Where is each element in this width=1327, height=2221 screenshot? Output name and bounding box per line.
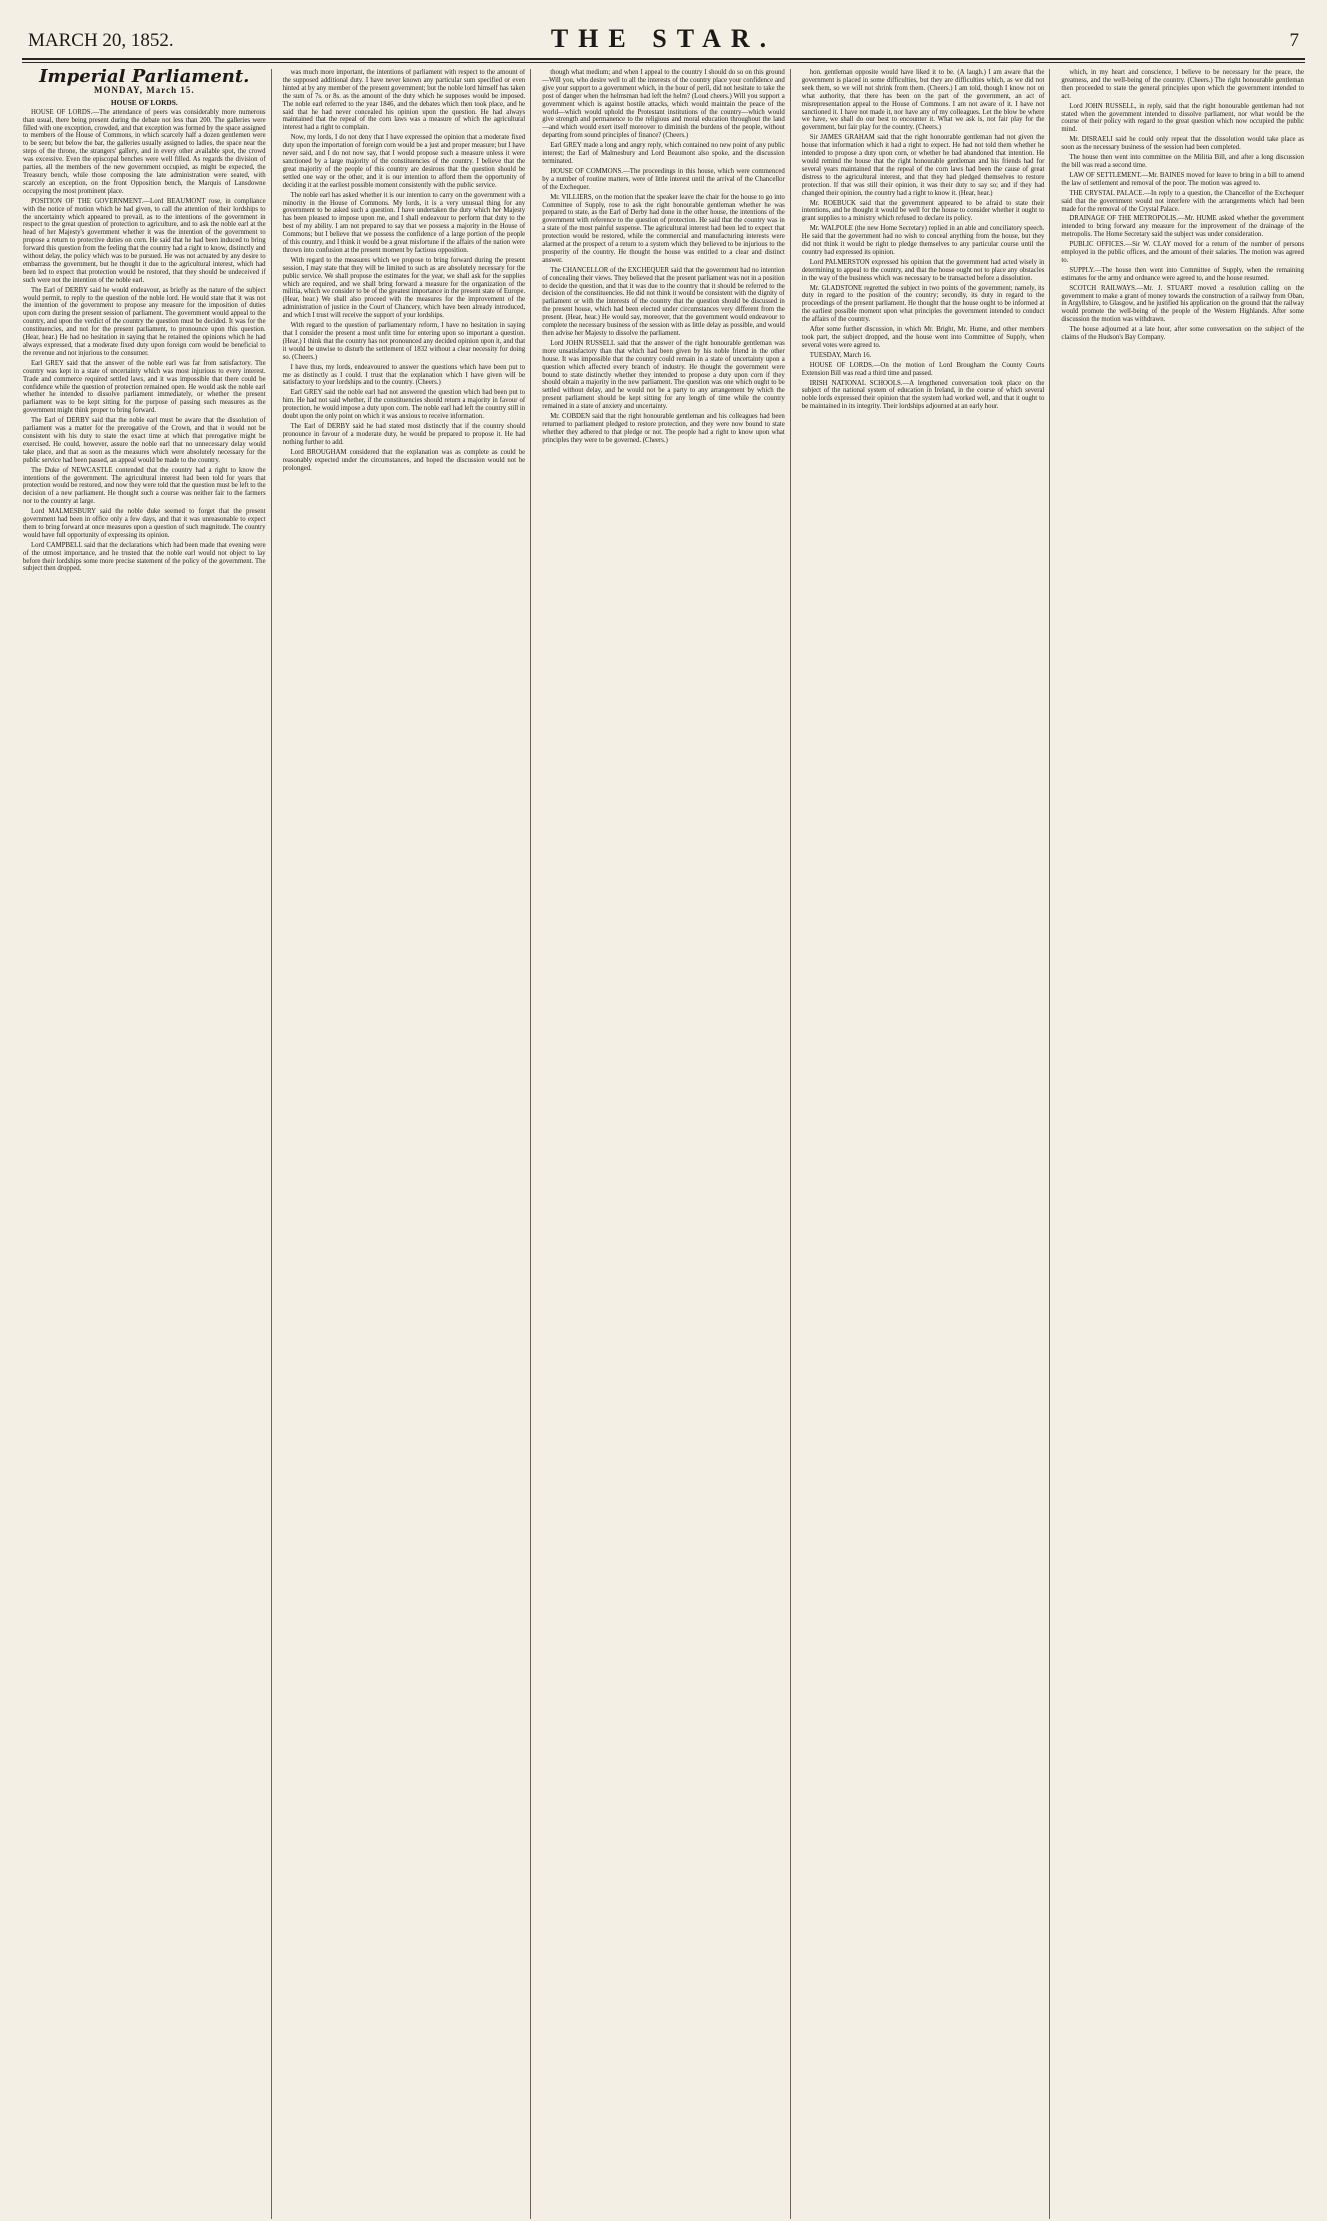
- section-title: Imperial Parliament.: [39, 69, 250, 87]
- article-paragraph: Mr. WALPOLE (the new Home Secretary) replied in an able and conciliatory speech. He said that the government had no wish to conceal anything from the house, but they did not think it would be right to pledge themselves to any particular course until the country had expressed its opinion.: [801, 225, 1045, 256]
- article-paragraph: With regard to the question of parliamentary reform, I have no hesitation in saying that I consider the present a most unfit time for entering upon so important a question. (Hear.) I think that the country has not pronounced any decided opinion upon it, and that it would be unwise to disturb the settlement of 1832 without a clear necessity for doing so. (Cheers.): [282, 322, 526, 361]
- article-paragraph: Earl GREY made a long and angry reply, which contained no new point of any public interest; the Earl of Malmesbury and Lord Beaumont also spoke, and the discussion terminated.: [542, 142, 785, 165]
- article-paragraph: The Earl of DERBY said he had stated most distinctly that if the country should pronounce in favour of a moderate duty, he would be prepared to propose it. He had nothing further to add.: [282, 422, 526, 446]
- article-paragraph: Sir JAMES GRAHAM said that the right honourable gentleman had not given the house that information which it had a right to expect. He had not told them whether he intended to propose a duty upon corn, or whether he had abandoned that intention. He would remind the house that the right honourable gentleman and his friends had for several years maintained that the repeal of the corn laws had been the cause of great distress to the agricultural interest, and that they had pledged themselves to restore protection. If that was still their opinion, it was their duty to say so; and if they had changed their opinion, the country had a right to know it. (Hear, hear.): [801, 134, 1045, 197]
- article-paragraph: The house adjourned at a late hour, after some conversation on the subject of the claims of the Hudson's Bay Company.: [1061, 326, 1304, 342]
- article-paragraph: POSITION OF THE GOVERNMENT.—Lord BEAUMONT rose, in compliance with the notice of motion which he had given, to call the attention of their lordships to the uncertainty which appeared to prevail, as to the intentions of the government in respect to the great question of protection to agriculture, and to ask the noble earl at the head of her Majesty's government whether it was the intention of the government to propose a return to protective duties on corn. He said that he had been induced to bring forward this question from the feeling that the country had a right to know, distinctly and without delay, the policy which was to be pursued. He was not actuated by any desire to embarrass the government, but he thought it due to the agricultural interest, which had been led to expect that protection would be restored, that they should be undeceived if such were not the intention of the noble earl.: [23, 197, 266, 284]
- article-paragraph: HOUSE OF LORDS.—The attendance of peers was considerably more numerous than usual, there being present during the debate not less than 200. The galleries were filled with one exception, crowded, and that exception was formed by the space assigned to members of the House of Commons, in which scarcely half a dozen gentlemen were to be seen; but below the bar, the galleries usually assigned to ladies, the space near the steps of the throne, the strangers' gallery, and in every other available spot, the crowd was excessive. Even the episcopal benches were well filled. As regards the division of parties, all the members of the new government occupied, as might be expected, the Treasury bench, while those composing the late administration were seated, with scarcely an exception, on the front Opposition bench, the Marquis of Lansdowne occupying the most prominent place.: [23, 108, 266, 195]
- column-5-body: [1061, 69, 1304, 342]
- column-3: [537, 69, 791, 2219]
- session-date: MONDAY, March 15.: [93, 84, 195, 95]
- column-3-body: [542, 69, 785, 445]
- article-paragraph: Now, my lords, I do not deny that I have expressed the opinion that a moderate fixed duty upon the importation of foreign corn would be a just and proper measure; but I have never said, and I do not now say, that I would propose such a measure unless it were sanctioned by a large majority of the constituencies of the country. I believe that the great majority of the people of this country are desirous that the question should be settled one way or the other, and it is our intention to afford them the opportunity of deciding it at the earliest possible moment consistently with the public service.: [282, 134, 526, 189]
- article-paragraph: though what medium; and when I appeal to the country I should do so on this ground—Will you, who desire well to all the interests of the country place your confidence and give your support to a government which, in the hour of peril, did not hesitate to take the post of danger when the helmsman had left the helm? (Loud cheers.) Will you support a government which is against hostile attacks, which would maintain the peace of the world—which would uphold the Protestant institutions of the country—which would give strength and permanence to the religious and moral education throughout the land—and which would exert itself moreover to diminish the burdens of the people, without departing from sound principles of finance? (Cheers.): [542, 69, 785, 140]
- columns-container: [18, 69, 1309, 2219]
- article-paragraph: which, in my heart and conscience, I believe to be necessary for the peace, the greatness, and the well-being of the country. (Cheers.) The right honourable gentleman then proceeded to state the general principles upon which the government intended to act.: [1061, 69, 1304, 100]
- article-paragraph: Mr. DISRAELI said he could only repeat that the dissolution would take place as soon as the necessary business of the session had been completed.: [1061, 136, 1304, 152]
- article-paragraph: LAW OF SETTLEMENT.—Mr. BAINES moved for leave to bring in a bill to amend the law of settlement and removal of the poor. The motion was agreed to.: [1061, 171, 1304, 187]
- article-paragraph: The Duke of NEWCASTLE contended that the country had a right to know the intentions of the government. The agricultural interest had been told for years that protection would be restored, and now they were told that the question must be left to the decision of a new parliament. He thought such a course was neither fair to the farmers nor to the country at large.: [23, 466, 266, 506]
- newspaper-title: THE STAR.: [550, 24, 777, 53]
- article-paragraph: Earl GREY said the noble earl had not answered the question which had been put to him. He had not said whether, if the constituencies should return a majority in favour of protection, he would impose a duty upon corn. The noble earl had left the country still in doubt upon the only point on which it was anxious to receive information.: [282, 389, 526, 421]
- article-paragraph: I have thus, my lords, endeavoured to answer the questions which have been put to me as distinctly as I could. I trust that the explanation which I have given will be satisfactory to your lordships and to the country. (Cheers.): [282, 363, 526, 387]
- article-paragraph: The CHANCELLOR of the EXCHEQUER said that the government had no intention of concealing their views. They believed that the present parliament was not in a position to decide the question, and that it was due to the country that it should be referred to the decision of the constituencies. He did not think it would be consistent with the dignity of parliament or with the interests of the country that the question should be discussed in the present house, which had been elected under circumstances very different from the present. (Hear, hear.) He would say, moreover, that the government would endeavour to complete the necessary business of the session with as little delay as possible, and would then advise her Majesty to dissolve the parliament.: [542, 266, 785, 337]
- article-paragraph: HOUSE OF COMMONS.—The proceedings in this house, which were commenced by a number of routine matters, were of little interest until the arrival of the Chancellor of the Exchequer.: [542, 167, 785, 191]
- column-1: [18, 69, 272, 2219]
- article-paragraph: The Earl of DERBY said that the noble earl must be aware that the dissolution of parliament was a matter for the prerogative of the Crown, and that it would not be consistent with his duty to state the exact time at which that prerogative might be exercised. He could, however, assure the noble earl that no unnecessary delay would take place, and that as soon as the measures which were absolutely necessary for the public service had been passed, an appeal would be made to the country.: [23, 417, 266, 464]
- article-paragraph: was much more important, the intentions of parliament with respect to the amount of the supposed additional duty. I have never known any particular sum specified or even hinted at by any member of the present government; but the noble lord himself has taken the sum of 7s. or 8s. as the amount of the duty which he supposes would be imposed. The noble earl referred to the year 1846, and the debates which then took place, and he said that he had never concealed his opinion upon the question. He had always maintained that the repeal of the corn laws was a measure of which the agricultural interest had a right to complain.: [282, 69, 526, 132]
- column-4: [797, 69, 1051, 2219]
- article-paragraph: The Earl of DERBY said he would endeavour, as briefly as the nature of the subject would permit, to reply to the question of the noble lord. He would state that it was not the intention of the government to propose any measure for the imposition of duties upon corn during the present session of parliament. The government would appeal to the country, and upon the verdict of the country the question must be decided. It was for the constituencies, and not for the present parliament, to pronounce upon this question. (Hear, hear.) He had no hesitation in saying that he retained the opinions which he had always expressed, that a moderate fixed duty upon foreign corn would be beneficial to the revenue and not injurious to the consumer.: [23, 286, 266, 357]
- article-paragraph: HOUSE OF LORDS.—On the motion of Lord Brougham the County Courts Extension Bill was read a third time and passed.: [801, 361, 1045, 377]
- article-paragraph: DRAINAGE OF THE METROPOLIS.—Mr. HUME asked whether the government intended to bring forward any measure for the improvement of the drainage of the metropolis. The Home Secretary said the subject was under consideration.: [1061, 215, 1304, 239]
- column-2-body: [283, 69, 526, 472]
- column-2: [278, 69, 532, 2219]
- article-paragraph: Lord CAMPBELL said that the declarations which had been made that evening were of the utmost importance, and he trusted that the noble earl would not object to lay before their lordships some more precise statement of the policy of the government. The subject then dropped.: [23, 541, 266, 573]
- article-paragraph: Mr. COBDEN said that the right honourable gentleman and his colleagues had been returned to parliament pledged to restore protection, and they were now bound to state whether they adhered to that pledge or not. The people had a right to know upon what principles they were to be governed. (Cheers.): [542, 413, 785, 444]
- article-paragraph: The noble earl has asked whether it is our intention to carry on the government with a minority in the House of Commons. My lords, it is a very unusual thing for any government to be asked such a question. I have undertaken the duty which her Majesty has been pleased to impose upon me, and I shall endeavour to perform that duty to the best of my ability. I am not prepared to say that we possess a majority in the House of Commons; but I believe that we possess the confidence of a large portion of the people of this country, and I think it would be a great misfortune if the affairs of the nation were thrown into confusion at the present moment by factious opposition.: [282, 191, 526, 254]
- article-paragraph: Lord PALMERSTON expressed his opinion that the government had acted wisely in determining to appeal to the country, and that the house ought not to place any obstacles in the way of the business which was necessary to be transacted before a dissolution.: [801, 258, 1045, 282]
- article-paragraph: After some further discussion, in which Mr. Bright, Mr. Hume, and other members took part, the subject dropped, and the house went into Committee of Supply, when several votes were agreed to.: [801, 326, 1045, 349]
- article-paragraph: Lord BROUGHAM considered that the explanation was as complete as could be reasonably expected under the circumstances, and hoped the discussion would not be prolonged.: [282, 448, 526, 472]
- house-heading: HOUSE OF LORDS.: [110, 97, 178, 107]
- article-paragraph: SCOTCH RAILWAYS.—Mr. J. STUART moved a resolution calling on the government to make a grant of money towards the construction of a railway from Oban, in Argyllshire, to Glasgow, and he justified his application on the ground that the railway would promote the well-being of the people of the Western Highlands. After some discussion the motion was withdrawn.: [1061, 284, 1304, 324]
- article-paragraph: Lord MALMESBURY said the noble duke seemed to forget that the present government had been in office only a few days, and that it was unreasonable to expect them to bring forward at once measures upon a question of such magnitude. The country would have full opportunity of expressing its opinion.: [23, 508, 266, 539]
- article-paragraph: Earl GREY said that the answer of the noble earl was far from satisfactory. The country was kept in a state of uncertainty which was most injurious to every interest. Trade and commerce required settled laws, and it was impossible that there could be confidence while the question of protection remained open. He would ask the noble earl whether he intended to dissolve parliament immediately, or whether the present parliament was to be kept sitting for the purpose of passing such measures as the government might think proper to bring forward.: [23, 359, 266, 415]
- article-paragraph: Lord JOHN RUSSELL, in reply, said that the right honourable gentleman had not stated when the government intended to dissolve parliament, nor what would be the course of their policy with regard to the great question which now occupied the public mind.: [1061, 102, 1304, 134]
- masthead: [18, 0, 1309, 58]
- article-paragraph: THE CRYSTAL PALACE.—In reply to a question, the Chancellor of the Exchequer said that the government would not interfere with the arrangements which had been made for the removal of the Crystal Palace.: [1061, 189, 1304, 213]
- article-paragraph: hon. gentleman opposite would have liked it to be. (A laugh.) I am aware that the government is placed in some difficulties, but they are difficulties which, as we did not seek them, so we will not shrink from them. (Cheers.) I am told, though I know not on what authority, that there has been on the part of the government, an act of misrepresentation appeal to the House of Commons. I am not aware of it. I have not sanctioned it. I have not made it, nor have any of my colleagues. Let the blow be where we have, we shall do our best to encounter it. What we ask is, not fair play for the government, but fair play for the country. (Cheers.): [801, 69, 1045, 132]
- article-paragraph: PUBLIC OFFICES.—Sir W. CLAY moved for a return of the number of persons employed in the public offices, and the amount of their salaries. The motion was agreed to.: [1061, 241, 1304, 264]
- masthead-rule-thin: [22, 62, 1305, 63]
- article-paragraph: IRISH NATIONAL SCHOOLS.—A lengthened conversation took place on the subject of the national system of education in Ireland, in the course of which several noble lords expressed their opinion that the system had worked well, and that it ought to be maintained in its integrity. Their lordships adjourned at an early hour.: [801, 379, 1045, 411]
- column-4-body: [802, 69, 1045, 411]
- issue-date: MARCH 20, 1852.: [28, 30, 174, 51]
- article-paragraph: With regard to the measures which we propose to bring forward during the present session, I may state that they will be limited to such as are absolutely necessary for the public service. We shall propose the estimates for the year, we shall ask for the supplies which are required, and we shall bring forward a measure for the organization of the militia, which we consider to be of the greatest importance in the present state of Europe. (Hear, hear.) We shall also proceed with the measures for the improvement of the administration of justice in the Court of Chancery, which have been already introduced, and which I trust will receive the support of your lordships.: [282, 256, 526, 320]
- article-paragraph: TUESDAY, March 16.: [809, 351, 872, 359]
- article-paragraph: Mr. VILLIERS, on the motion that the speaker leave the chair for the house to go into Committee of Supply, rose to ask the right honourable gentleman whether he was prepared to state, as the Earl of Derby had done in the other house, the intentions of the government with reference to the question of protection. He said that the country was in a state of the most painful suspense. The agricultural interest had been led to expect that protection would be restored, while the commercial and manufacturing interests were alarmed at the prospect of a return to a system which they believed to be injurious to the prosperity of the country. He thought the house was entitled to a clear and distinct answer.: [542, 193, 785, 264]
- column-1-body: [23, 109, 266, 574]
- masthead-rule: [22, 58, 1305, 60]
- article-paragraph: Mr. ROEBUCK said that the government appeared to be afraid to state their intentions, and he thought it would be well for the house to consider whether it ought to grant supplies to a ministry which refused to declare its policy.: [801, 199, 1045, 223]
- column-5: [1056, 69, 1309, 2219]
- article-paragraph: Mr. GLADSTONE regretted the subject in two points of the government; namely, its duty in regard to the position of the country; secondly, its duty in regard to the proceedings of the present parliament. He thought that the house ought to be informed at the earliest possible moment upon what principles the government intended to conduct the affairs of the country.: [801, 284, 1045, 324]
- article-paragraph: SUPPLY.—The house then went into Committee of Supply, when the remaining estimates for the army and ordnance were agreed to, and the house resumed.: [1061, 266, 1304, 282]
- page-number: 7: [1289, 30, 1299, 51]
- article-paragraph: Lord JOHN RUSSELL said that the answer of the right honourable gentleman was more unsatisfactory than that which had been given by his noble friend in the other house. It was impossible that the country could remain in a state of uncertainty upon a question which affected every branch of industry. He thought the government were bound to state distinctly whether they intended to propose a duty upon corn if they should obtain a majority in the new parliament. The question was one which ought to be settled without delay, and he would not be a party to any arrangement by which the present parliament should be kept sitting for any length of time while the country remained in a state of anxiety and uncertainty.: [542, 339, 785, 411]
- article-paragraph: The house then went into committee on the Militia Bill, and after a long discussion the bill was read a second time.: [1061, 154, 1304, 169]
